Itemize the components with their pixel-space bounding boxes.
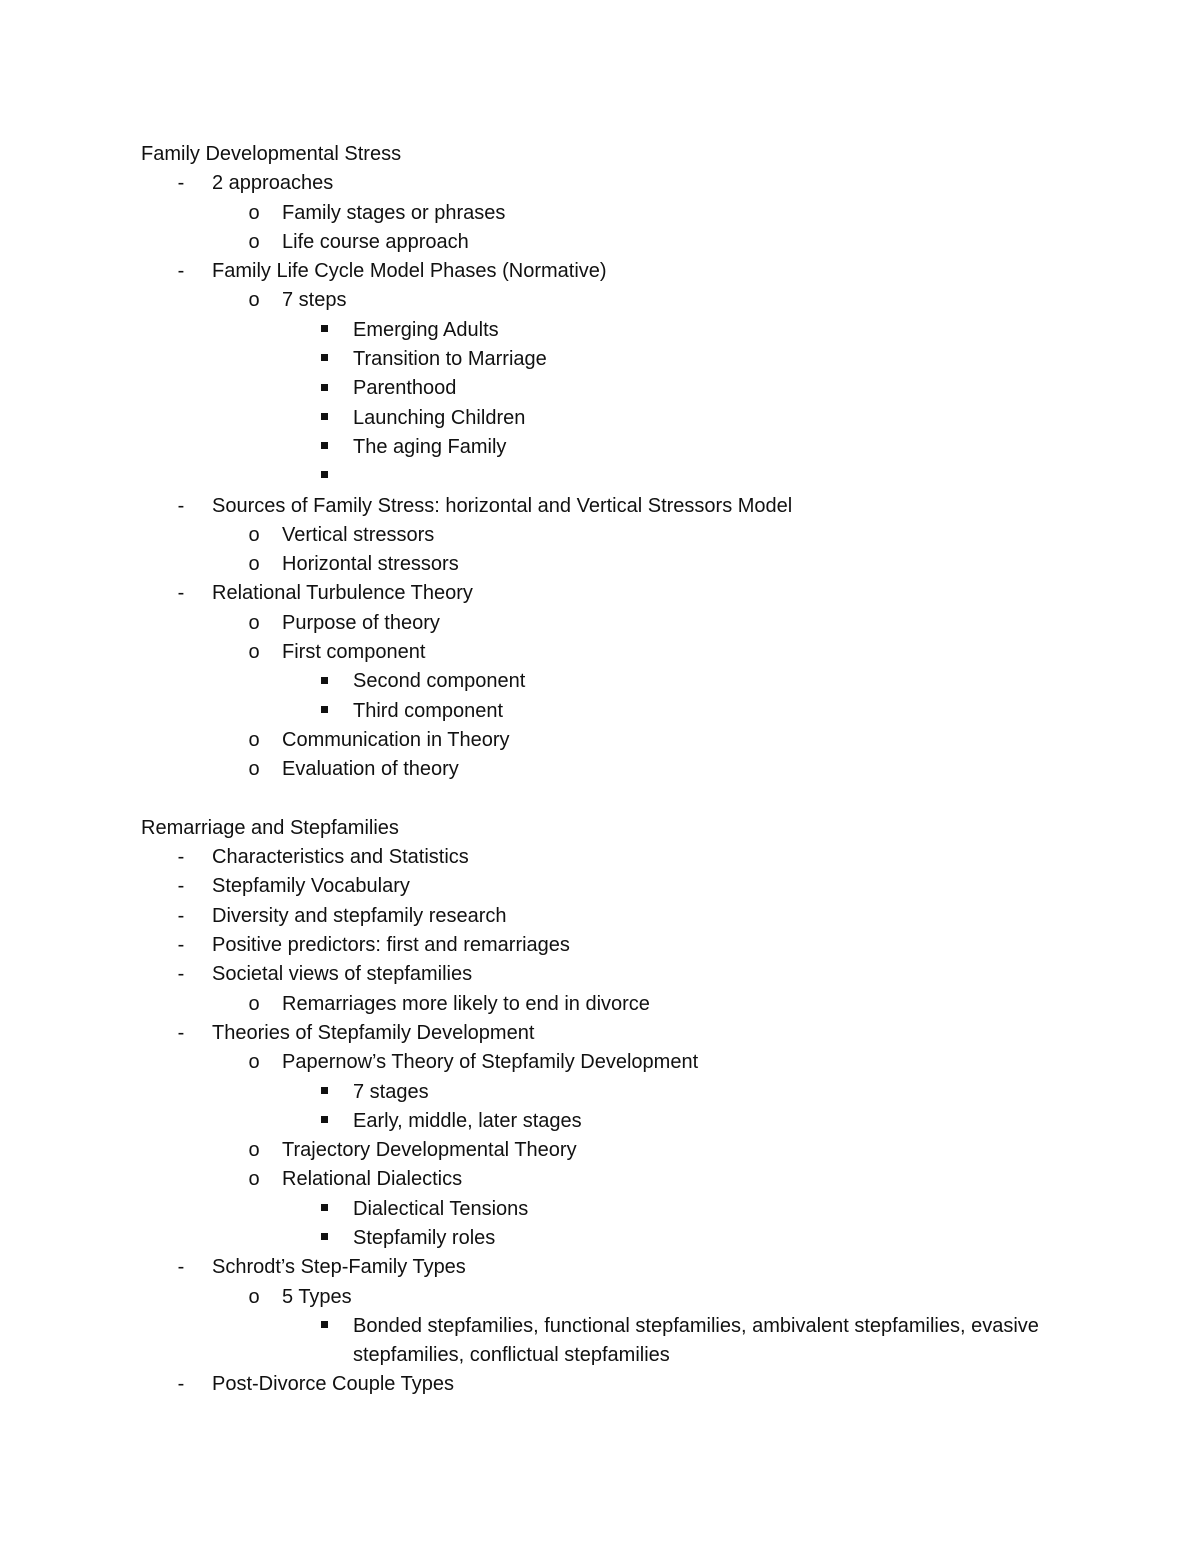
dash-bullet: - xyxy=(177,846,185,869)
list-item-level-1 xyxy=(141,902,1101,931)
list-item-level-2 xyxy=(141,726,1101,755)
list-item-text: Purpose of theory xyxy=(282,611,440,634)
list-item-text: Communication in Theory xyxy=(282,728,510,751)
list-item-text: Parenthood xyxy=(353,377,457,400)
list-item-text: Bonded stepfamilies, functional stepfamilies, ambivalent stepfamilies, evasive stepfamilies, conflictual stepfamilies xyxy=(353,1314,1039,1366)
list-item-level-2 xyxy=(141,199,1101,228)
list-item-text: Early, middle, later stages xyxy=(353,1109,582,1132)
list-item-level-1 xyxy=(141,960,1101,989)
circle-bullet: o xyxy=(248,289,260,312)
list-item-level-2 xyxy=(141,990,1101,1019)
list-item-level-3 xyxy=(141,1078,1101,1107)
list-item-text: Third component xyxy=(353,699,504,722)
list-item-text: Characteristics and Statistics xyxy=(212,846,469,869)
dash-bullet: - xyxy=(177,1256,185,1279)
list-item-text: Family Life Cycle Model Phases (Normative) xyxy=(212,260,607,283)
list-item-level-3 xyxy=(141,374,1101,403)
square-bullet-icon xyxy=(321,442,328,449)
circle-bullet: o xyxy=(248,201,260,224)
list-item-text: Transition to Marriage xyxy=(353,348,547,371)
square-bullet-icon xyxy=(314,316,334,345)
list-item-text: 5 Types xyxy=(282,1285,352,1308)
list-item-level-1 xyxy=(141,492,1101,521)
list-item-text: Societal views of stepfamilies xyxy=(212,963,473,986)
circle-bullet: o xyxy=(248,553,260,576)
square-bullet-icon xyxy=(321,1233,328,1240)
circle-bullet: o xyxy=(248,611,260,634)
square-bullet-icon xyxy=(321,384,328,391)
list-item-text: The aging Family xyxy=(353,435,507,458)
list-item-text: 7 steps xyxy=(282,289,347,312)
square-bullet-icon xyxy=(314,667,334,696)
circle-bullet: o xyxy=(248,758,260,781)
list-item-text: First component xyxy=(282,641,426,664)
list-item-text: Remarriages more likely to end in divorce xyxy=(282,992,650,1015)
list-item-text: Papernow’s Theory of Stepfamily Development xyxy=(282,1051,699,1074)
dash-bullet: - xyxy=(177,963,185,986)
blank-line xyxy=(141,785,1101,814)
square-bullet-icon xyxy=(321,1087,328,1094)
dash-bullet: - xyxy=(177,1372,185,1395)
list-item-level-3 xyxy=(141,1195,1101,1224)
list-item-level-1 xyxy=(141,1253,1101,1282)
list-item-text: 7 stages xyxy=(353,1080,429,1103)
square-bullet-icon xyxy=(321,1116,328,1123)
list-item-level-3 xyxy=(141,1107,1101,1136)
square-bullet-icon xyxy=(314,462,334,491)
square-bullet-icon xyxy=(314,1224,334,1253)
circle-bullet: o xyxy=(248,992,260,1015)
list-item-text: Relational Turbulence Theory xyxy=(212,582,473,605)
list-item-text: Positive predictors: first and remarriages xyxy=(212,934,570,957)
list-item-level-3 xyxy=(141,697,1101,726)
list-item-level-3 xyxy=(141,667,1101,696)
dash-bullet: - xyxy=(177,934,185,957)
list-item-level-1 xyxy=(141,931,1101,960)
list-item-level-1 xyxy=(141,169,1101,198)
list-item-text: Stepfamily roles xyxy=(353,1226,496,1249)
dash-bullet: - xyxy=(177,494,185,517)
list-item-level-1 xyxy=(141,257,1101,286)
square-bullet-icon xyxy=(314,1107,334,1136)
list-item-level-2 xyxy=(141,609,1101,638)
list-item-text: Emerging Adults xyxy=(353,318,499,341)
list-item-text: Theories of Stepfamily Development xyxy=(212,1021,535,1044)
list-item-text: Post-Divorce Couple Types xyxy=(212,1372,454,1395)
list-item-text: Family stages or phrases xyxy=(282,201,506,224)
list-item-text: Horizontal stressors xyxy=(282,553,459,576)
list-item-text: Evaluation of theory xyxy=(282,758,459,781)
square-bullet-icon xyxy=(314,433,334,462)
list-item-level-3 xyxy=(141,316,1101,345)
list-item-level-2 xyxy=(141,286,1101,315)
square-bullet-icon xyxy=(314,404,334,433)
list-item-level-2 xyxy=(141,1165,1101,1194)
list-item-level-3 xyxy=(141,404,1101,433)
list-item-level-1 xyxy=(141,1370,1101,1399)
dash-bullet: - xyxy=(177,260,185,283)
square-bullet-icon xyxy=(321,706,328,713)
dash-bullet: - xyxy=(177,875,185,898)
circle-bullet: o xyxy=(248,1139,260,1162)
circle-bullet: o xyxy=(248,230,260,253)
circle-bullet: o xyxy=(248,1051,260,1074)
circle-bullet: o xyxy=(248,1168,260,1191)
list-item-level-1 xyxy=(141,843,1101,872)
list-item-text: Sources of Family Stress: horizontal and Vertical Stressors Model xyxy=(212,494,793,517)
document-body xyxy=(141,140,1101,1399)
list-item-text: Schrodt’s Step-Family Types xyxy=(212,1256,466,1279)
square-bullet-icon xyxy=(321,354,328,361)
list-item-level-2 xyxy=(141,755,1101,784)
square-bullet-icon xyxy=(314,697,334,726)
list-item-level-3 xyxy=(141,1224,1101,1253)
list-item-text: Diversity and stepfamily research xyxy=(212,904,507,927)
dash-bullet: - xyxy=(177,904,185,927)
list-item-level-2 xyxy=(141,1048,1101,1077)
list-item-text: Vertical stressors xyxy=(282,523,435,546)
square-bullet-icon xyxy=(321,1204,328,1211)
list-item-level-2 xyxy=(141,1136,1101,1165)
circle-bullet: o xyxy=(248,1285,260,1308)
circle-bullet: o xyxy=(248,728,260,751)
list-item-text: Life course approach xyxy=(282,230,469,253)
list-item-level-3 xyxy=(141,345,1101,374)
list-item-level-3 xyxy=(141,433,1101,462)
list-item-level-2 xyxy=(141,228,1101,257)
dash-bullet: - xyxy=(177,172,185,195)
list-item-text: Trajectory Developmental Theory xyxy=(282,1139,577,1162)
section-heading: Remarriage and Stepfamilies xyxy=(141,816,399,839)
list-item-text: Second component xyxy=(353,670,526,693)
square-bullet-icon xyxy=(321,677,328,684)
square-bullet-icon xyxy=(321,1321,328,1328)
circle-bullet: o xyxy=(248,523,260,546)
square-bullet-icon xyxy=(314,345,334,374)
square-bullet-icon xyxy=(314,1312,334,1341)
list-item-level-2 xyxy=(141,521,1101,550)
square-bullet-icon xyxy=(321,413,328,420)
square-bullet-icon xyxy=(321,325,328,332)
list-item-text: Stepfamily Vocabulary xyxy=(212,875,410,898)
square-bullet-icon xyxy=(314,374,334,403)
list-item-level-3 xyxy=(141,1312,1101,1370)
list-item-level-2 xyxy=(141,638,1101,667)
section-heading: Family Developmental Stress xyxy=(141,143,402,165)
list-item-level-1 xyxy=(141,1019,1101,1048)
list-item-text: 2 approaches xyxy=(212,172,334,195)
list-item-text: Dialectical Tensions xyxy=(353,1197,529,1220)
dash-bullet: - xyxy=(177,1021,185,1044)
list-item-text: Relational Dialectics xyxy=(282,1168,463,1191)
list-item-level-2 xyxy=(141,1283,1101,1312)
list-item-level-1 xyxy=(141,579,1101,608)
circle-bullet: o xyxy=(248,641,260,664)
square-bullet-icon xyxy=(314,1078,334,1107)
list-item-level-1 xyxy=(141,872,1101,901)
list-item-level-3 xyxy=(141,462,1101,491)
square-bullet-icon xyxy=(321,471,328,478)
square-bullet-icon xyxy=(314,1195,334,1224)
list-item-text: Launching Children xyxy=(353,406,526,429)
list-item-level-2 xyxy=(141,550,1101,579)
dash-bullet: - xyxy=(177,582,185,605)
